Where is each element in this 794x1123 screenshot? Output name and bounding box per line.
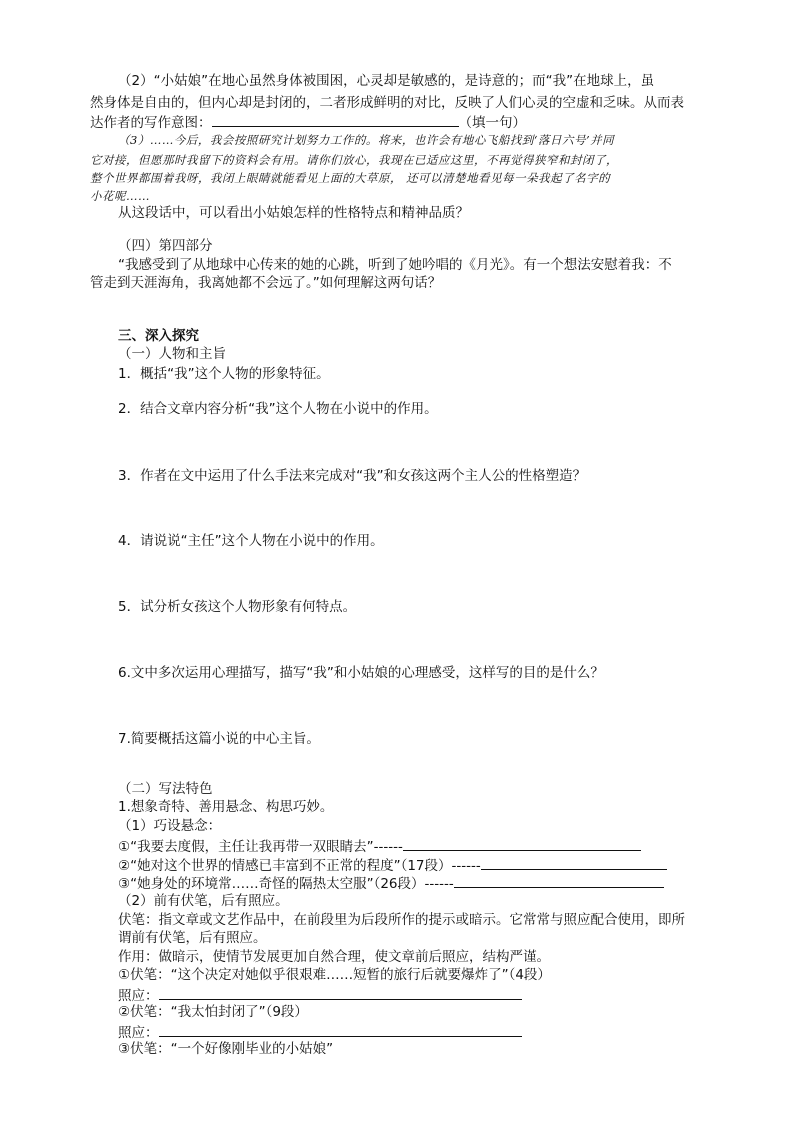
question-3: 3．作者在文中运用了什么手法来完成对“我”和女孩这两个主人公的性格塑造？ bbox=[118, 468, 587, 484]
question-5: 5．试分析女孩这个人物形象有何特点。 bbox=[118, 599, 357, 615]
suspense-item-3: ③“她身处的环境常……奇怪的隔热太空服”（26段）------ bbox=[118, 873, 664, 894]
q2-prompt: 达作者的写作意图： bbox=[90, 115, 212, 131]
echo-2-blank[interactable] bbox=[159, 1022, 522, 1037]
suspense-item-2: ②“她对这个世界的情感已丰富到不正常的程度”（17段）------ bbox=[118, 855, 667, 876]
definition-line-1: 伏笔：指文章或文艺作品中，在前段里为后段所作的提示或暗示。它常常与照应配合使用，即所 bbox=[118, 912, 685, 928]
foreshadow-heading: （2）前有伏笔，后有照应。 bbox=[118, 893, 289, 909]
part4-quote-line-1: “我感受到了从地球中心传来的她的心跳，听到了她吟唱的《月光》。有一个想法安慰着我：不 bbox=[118, 257, 672, 273]
q3-quote-line-4: 小花呢…… bbox=[90, 189, 150, 203]
suspense-1-blank[interactable] bbox=[403, 836, 641, 851]
echo-1: 照应： bbox=[118, 985, 522, 1006]
definition-line-2: 谓前有伏笔，后有照应。 bbox=[118, 930, 267, 946]
q3-quote-line-2: 它对接，但愿那时我留下的资料会有用。请你们放心，我现在已适应这里，不再觉得狭窄和封闭了， bbox=[90, 153, 618, 167]
question-4: 4．请说说“主任”这个人物在小说中的作用。 bbox=[118, 533, 384, 549]
foreshadow-1: ①伏笔：“这个决定对她似乎很艰难……短暂的旅行后就要爆炸了”（4段） bbox=[118, 967, 551, 983]
q3-quote-line-1: （3）……今后，我会按照研究计划努力工作的。将来，也许会有地心飞船找到‘落日六号’并同 bbox=[118, 133, 615, 147]
suspense-2-blank[interactable] bbox=[481, 855, 667, 870]
section3-title: 三、深入探究 bbox=[118, 328, 199, 344]
q3-question: 从这段话中，可以看出小姑娘怎样的性格特点和精神品质？ bbox=[118, 205, 469, 221]
question-2: 2．结合文章内容分析“我”这个人物在小说中的作用。 bbox=[118, 401, 438, 417]
section3-sub1: （一）人物和主旨 bbox=[118, 346, 226, 362]
echo-1-blank[interactable] bbox=[159, 985, 522, 1000]
suspense-heading: （1）巧设悬念： bbox=[118, 818, 222, 834]
q2-line-1: （2）“小姑娘”在地心虽然身体被围困，心灵却是敏感的，是诗意的；而“我”在地球上，虽 bbox=[118, 73, 655, 89]
part4-quote-line-2: 管走到天涯海角，我离她都不会远了。”如何理解这两句话？ bbox=[90, 275, 442, 291]
q2-line-3 bbox=[90, 112, 526, 133]
part4-heading: （四）第四部分 bbox=[118, 238, 213, 254]
question-1: 1．概括“我”这个人物的形象特征。 bbox=[118, 366, 330, 382]
q2-line-2: 然身体是自由的，但内心却是封闭的，二者形成鲜明的对比，反映了人们心灵的空虚和乏味。从而表 bbox=[90, 95, 684, 111]
question-7: 7.简要概括这篇小说的中心主旨。 bbox=[118, 731, 320, 747]
q3-quote-line-3: 整个世界都围着我呀，我闭上眼睛就能看见上面的大草原， 还可以清楚地看见每一朵我起了名字的 bbox=[90, 171, 611, 185]
section3-sub2: （二）写法特色 bbox=[118, 781, 213, 797]
foreshadow-3: ③伏笔：“一个好像刚毕业的小姑娘” bbox=[118, 1041, 334, 1057]
foreshadow-2: ②伏笔：“我太怕封闭了”（9段） bbox=[118, 1004, 308, 1020]
effect-text: 作用：做暗示，使情节发展更加自然合理，使文章前后照应，结构严谨。 bbox=[118, 949, 550, 965]
q2-answer-blank[interactable] bbox=[212, 112, 459, 127]
point-1: 1.想象奇特、善用悬念、构思巧妙。 bbox=[118, 799, 334, 815]
question-6: 6.文中多次运用心理描写，描写“我”和小姑娘的心理感受，这样写的目的是什么？ bbox=[118, 665, 604, 681]
echo-2: 照应： bbox=[118, 1022, 522, 1043]
q2-fill-hint: （填一句） bbox=[458, 115, 526, 131]
suspense-3-blank[interactable] bbox=[454, 873, 664, 888]
suspense-item-1: ①“我要去度假，主任让我再带一双眼睛去”------ bbox=[118, 836, 641, 857]
